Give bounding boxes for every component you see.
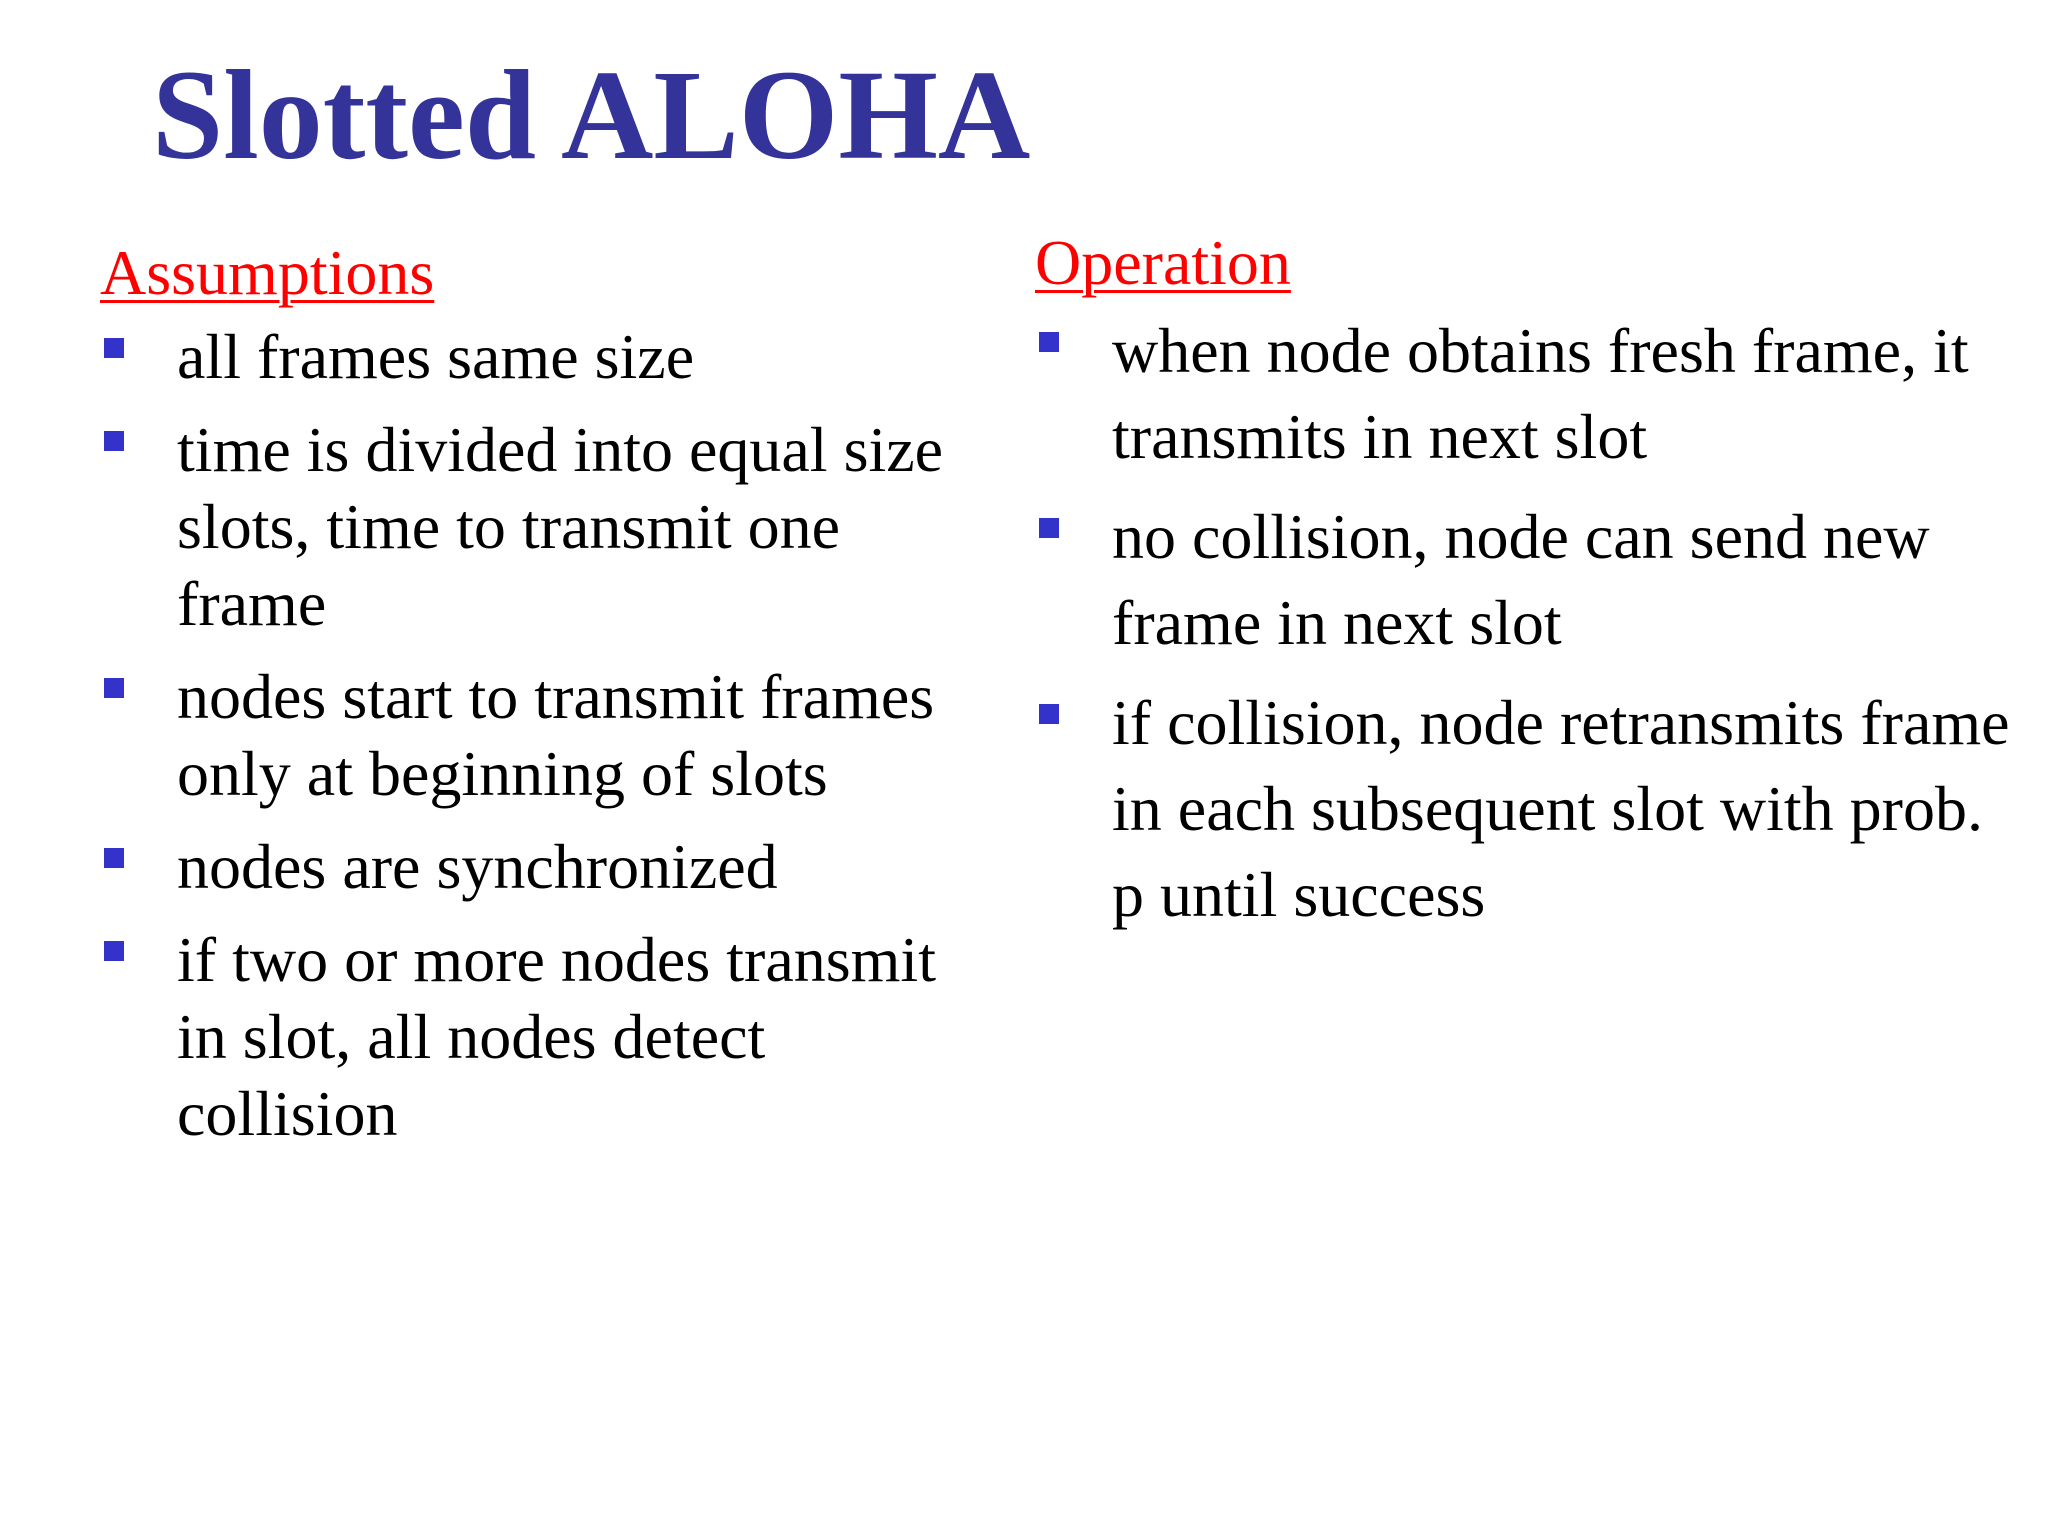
assumptions-list — [100, 318, 1000, 1152]
list-item — [100, 411, 1000, 642]
square-bullet-icon — [1039, 332, 1059, 352]
square-bullet-icon — [104, 848, 124, 868]
bullet-text: time is divided into equal size slots, time to transmit one frame — [177, 414, 944, 639]
square-bullet-icon — [1039, 518, 1059, 538]
bullet-text: all frames same size — [177, 321, 695, 392]
square-bullet-icon — [104, 338, 124, 358]
square-bullet-icon — [104, 678, 124, 698]
list-item — [100, 921, 1000, 1152]
list-item — [1035, 494, 2025, 666]
square-bullet-icon — [104, 431, 124, 451]
square-bullet-icon — [1039, 704, 1059, 724]
assumptions-heading: Assumptions — [100, 237, 435, 308]
list-item — [100, 828, 1000, 905]
bullet-text: when node obtains fresh frame, it transmits in next slot — [1112, 315, 1969, 472]
bullet-text: no collision, node can send new frame in next slot — [1112, 501, 1930, 658]
list-item — [100, 318, 1000, 395]
bullet-text: if two or more nodes transmit in slot, all nodes detect collision — [177, 924, 936, 1149]
operation-list — [1035, 308, 2025, 938]
bullet-text: nodes start to transmit frames only at beginning of slots — [177, 661, 935, 809]
operation-column — [1035, 218, 2025, 938]
list-item — [100, 658, 1000, 812]
operation-heading: Operation — [1035, 227, 1291, 298]
bullet-text: if collision, node retransmits frame in each subsequent slot with prob. p until success — [1112, 687, 2010, 930]
assumptions-column — [100, 228, 1000, 1152]
bullet-text: nodes are synchronized — [177, 831, 778, 902]
square-bullet-icon — [104, 941, 124, 961]
slide-title: Slotted ALOHA — [152, 44, 1031, 186]
list-item — [1035, 308, 2025, 480]
list-item — [1035, 680, 2025, 938]
